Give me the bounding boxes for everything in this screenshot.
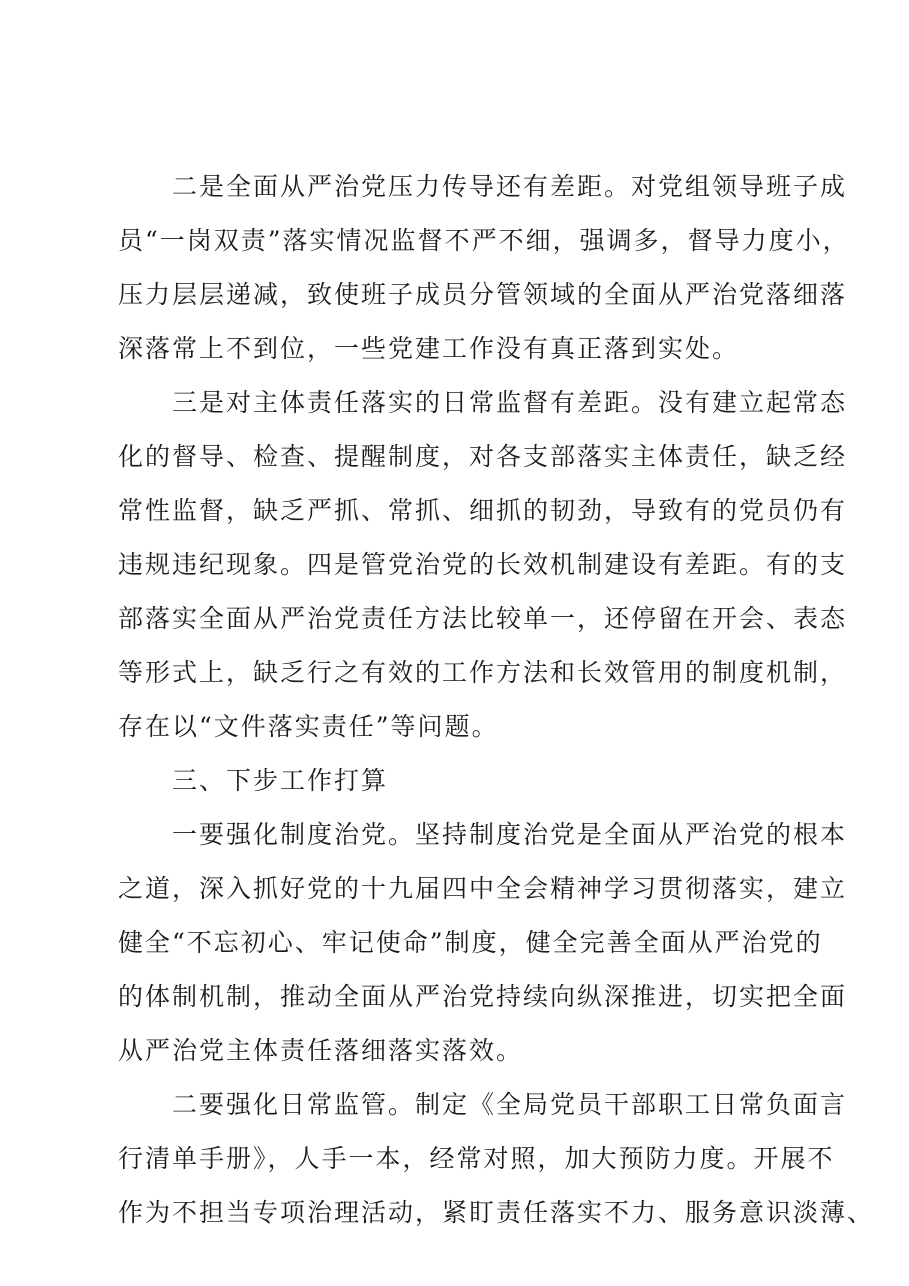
- text-line: 二要强化日常监管。制定《全局党员干部职工日常负面言: [172, 1090, 848, 1119]
- text-line: 作为不担当专项治理活动，紧盯责任落实不力、服务意识淡薄、: [118, 1198, 875, 1227]
- text-line: 等形式上，缺乏行之有效的工作方法和长效管用的制度机制，: [118, 658, 848, 687]
- text-line: 常性监督，缺乏严抓、常抓、细抓的韧劲，导致有的党员仍有: [118, 496, 848, 525]
- text-line: 存在以“文件落实责任”等问题。: [118, 712, 499, 741]
- text-line: 深落常上不到位，一些党建工作没有真正落到实处。: [118, 334, 740, 363]
- section-heading: 三、下步工作打算: [172, 766, 389, 795]
- text-line: 员“一岗双责”落实情况监督不严不细，强调多，督导力度小，: [118, 226, 850, 255]
- text-line: 三是对主体责任落实的日常监督有差距。没有建立起常态: [172, 388, 848, 417]
- text-line: 的体制机制，推动全面从严治党持续向纵深推进，切实把全面: [118, 982, 848, 1011]
- text-line: 从严治党主体责任落细落实落效。: [118, 1036, 524, 1065]
- text-line: 二是全面从严治党压力传导还有差距。对党组领导班子成: [172, 172, 848, 201]
- text-line: 行清单手册》，人手一本，经常对照，加大预防力度。开展不: [118, 1144, 835, 1173]
- text-line: 化的督导、检查、提醒制度，对各支部落实主体责任，缺乏经: [118, 442, 848, 471]
- text-line: 压力层层递减，致使班子成员分管领域的全面从严治党落细落: [118, 280, 848, 309]
- text-line: 一要强化制度治党。坚持制度治党是全面从严治党的根本: [172, 820, 848, 849]
- text-line: 违规违纪现象。四是管党治党的长效机制建设有差距。有的支: [118, 550, 848, 579]
- text-line: 部落实全面从严治党责任方法比较单一，还停留在开会、表态: [118, 604, 848, 633]
- text-line: 健全“不忘初心、牢记使命”制度，健全完善全面从严治党的: [118, 928, 823, 957]
- text-line: 之道，深入抓好党的十九届四中全会精神学习贯彻落实，建立: [118, 874, 848, 903]
